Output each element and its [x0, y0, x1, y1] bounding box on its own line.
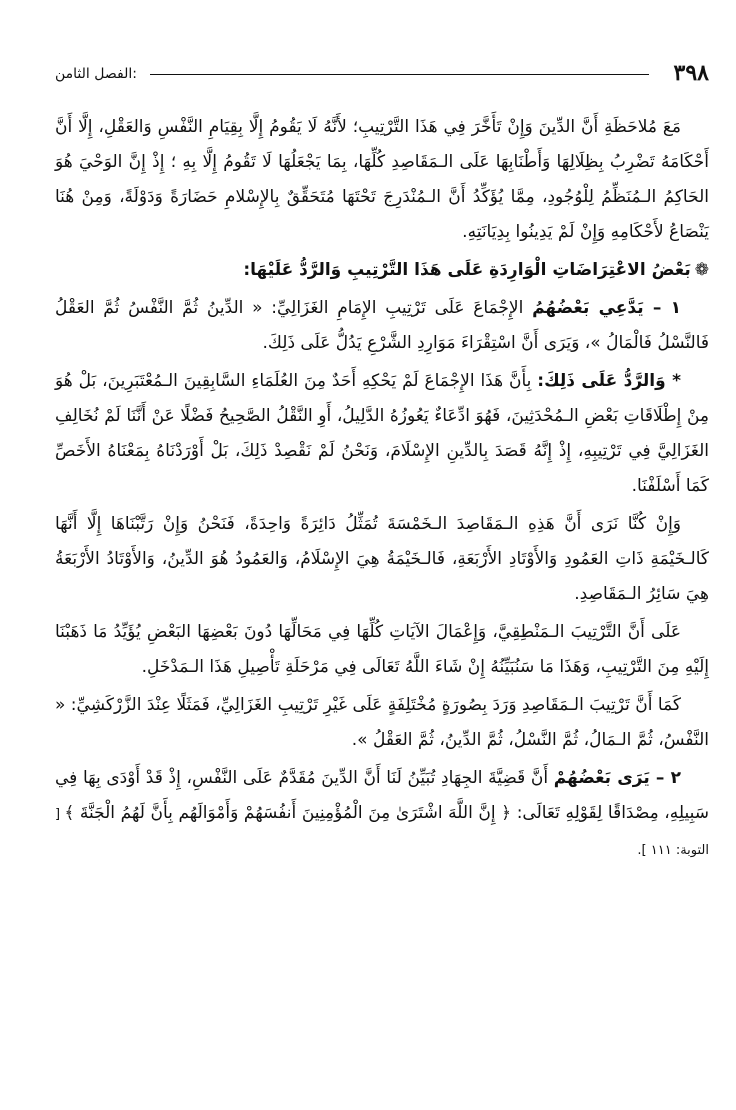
flower-ornament-icon: ❁ [694, 260, 709, 280]
paragraph-zarkashi: كَمَا أَنَّ تَرْتِيبَ الـمَقَاصِدِ وَرَدَ بِصُورَةٍ مُخْتَلِفَةٍ عَلَى غَيْرِ تَرْتِيبِ الغَزَالِيِّ، فَمَثَلًا عِنْدَ الزَّرْكَشِيِّ: « النَّفْسُ، ثُمَّ الـمَالُ، ثُمَّ النَّسْلُ، ثُمَّ الدِّينُ، ثُمَّ العَقْلُ ». [55, 695, 709, 750]
page-number: ٣٩٨ [673, 60, 709, 86]
response-1-lead: * وَالرَّدُّ عَلَى ذَلِكَ: [537, 371, 681, 391]
running-header [55, 60, 709, 90]
section-heading-text: بَعْضُ الاعْتِرَاضَاتِ الْوَارِدَةِ عَلَى هَذَا التَّرْتِيبِ وَالرَّدُّ عَلَيْهَا: [243, 260, 691, 280]
chapter-title: الفصل الثامن: [55, 66, 137, 82]
response-1-text: بِأَنَّ هَذَا الإِجْمَاعَ لَمْ يَحْكِهِ أَحَدٌ مِنَ العُلَمَاءِ السَّابِقِينَ الـمُعْتَبَرِينَ، بَلْ هُوَ مِنْ إِطْلَاقَاتِ بَعْضِ الـمُحْدَثِينَ، فَهُوَ ادِّعَاءٌ يَعُوزُهُ الدَّلِيلُ، أَوِ النَّقْلُ الصَّحِيحُ فَضْلًا عَنْ أَنَّنَا لَمْ نُخَالِفِ الغَزَالِيَّ فِي تَرْتِيبِهِ، إِذْ إِنَّهُ قَصَدَ بِالدِّينِ الإِسْلَامَ، وَنَحْنُ لَمْ نَقْصِدْ ذَلِكَ، بَلْ أَوْرَدْنَاهُ بِمَعْنَاهُ الأَخَصِّ كَمَا أَسْلَفْنَا. [55, 371, 709, 496]
objection-2-text: أَنَّ قَضِيَّةَ الجِهَادِ تُبَيِّنُ لَنَا أَنَّ الدِّينَ مُقَدَّمٌ عَلَى النَّفْسِ، إِذْ قَدْ أَوْدَى بِهَا فِي سَبِيلِهِ، مِصْدَاقًا لِقَوْلِهِ تَعَالَى: ﴿ إِنَّ اللَّهَ اشْتَرَىٰ مِنَ الْمُؤْمِنِينَ أَنفُسَهُمْ وَأَمْوَالَهُم بِأَنَّ لَهُمُ الْجَنَّةَ ﴾ [55, 768, 709, 823]
objection-1-text: الإِجْمَاعَ عَلَى تَرْتِيبِ الإِمَامِ الغَزَالِيِّ: « الدِّينُ ثُمَّ النَّفْسُ ثُمَّ العَقْلُ فَالنَّسْلُ فَالْمَالُ »، وَيَرَى أَنَّ اسْتِقْرَاءَ مَوَارِدِ الشَّرْعِ يَدُلُّ عَلَى ذَلِكَ. [55, 298, 709, 353]
objection-2 [55, 761, 709, 868]
quran-reference: [ التوبة: ١١١ ]. [55, 807, 709, 858]
paragraph-intro: مَعَ مُلاحَظَةِ أَنَّ الدِّينَ وَإِنْ تَأَخَّرَ فِي هَذَا التَّرْتِيبِ؛ لأَنَّهُ لَا يَقُومُ إِلَّا بِقِيَامِ النَّفْسِ وَالعَقْلِ، إِلَّا أَنَّ أَحْكَامَهُ تَضْرِبُ بِظِلَالِهَا وَأَطْنَابِهَا عَلَى الـمَقَاصِدِ كُلِّهَا، بِمَا يَجْعَلُهَا لَا تَقُومُ إِلَّا بِهِ ؛ إِذْ إِنَّ الوَحْيَ هُوَ الحَاكِمُ الـمُنَظِّمُ لِلْوُجُودِ، مِمَّا يُؤَكِّدُ أَنَّ الـمُنْدَرِجَ تَحْتَهَا مُتَحَقِّقٌ بِالإِسْلامِ حَضَارَةً وَدَوْلَةً، وَمِنْ هُنَا يَنْصَاعُ لأَحْكَامِهِ وَإِنْ لَمْ يَدِينُوا بِدِيَانَتِهِ. [55, 117, 709, 242]
section-heading [55, 253, 709, 288]
paragraph-logical-order: عَلَى أَنَّ التَّرْتِيبَ الـمَنْطِقِيَّ، وَإِعْمَالَ الآيَاتِ كُلِّهَا فِي مَحَالِّهَا دُونَ بَعْضِهَا البَعْضِ يُؤَيِّدُ مَا ذَهَبْنَا إِلَيْهِ مِنَ التَّرْتِيبِ، وَهَذَا مَا سَنُبَيِّنُهُ إِنْ شَاءَ اللَّهُ تَعَالَى فِي مَرْحَلَةِ تَأْصِيلِ هَذَا الـمَدْخَلِ. [55, 622, 709, 677]
objection-1-lead: ١ – يَدَّعِي بَعْضُهُمُ [532, 298, 681, 318]
page-body [55, 110, 709, 871]
objection-1 [55, 291, 709, 361]
header-rule [150, 74, 649, 75]
paragraph-tent: وَإِنْ كُنَّا نَرَى أَنَّ هَذِهِ الـمَقَاصِدَ الـخَمْسَةَ تُمَثِّلُ دَائِرَةً وَاحِدَةً، فَنَحْنُ وَإِنْ رَتَّبْنَاهَا إِلَّا أَنَّهَا كَالـخَيْمَةِ ذَاتِ العَمُودِ وَالأَوْتَادِ الأَرْبَعَةِ، فَالـخَيْمَةُ هِيَ الإِسْلَامُ، وَالعَمُودُ هُوَ الدِّينُ، وَالأَوْتَادُ الأَرْبَعَةُ هِيَ سَائِرُ الـمَقَاصِدِ. [55, 514, 709, 604]
response-1 [55, 364, 709, 504]
objection-2-lead: ٢ – يَرَى بَعْضُهُمْ [553, 768, 681, 788]
